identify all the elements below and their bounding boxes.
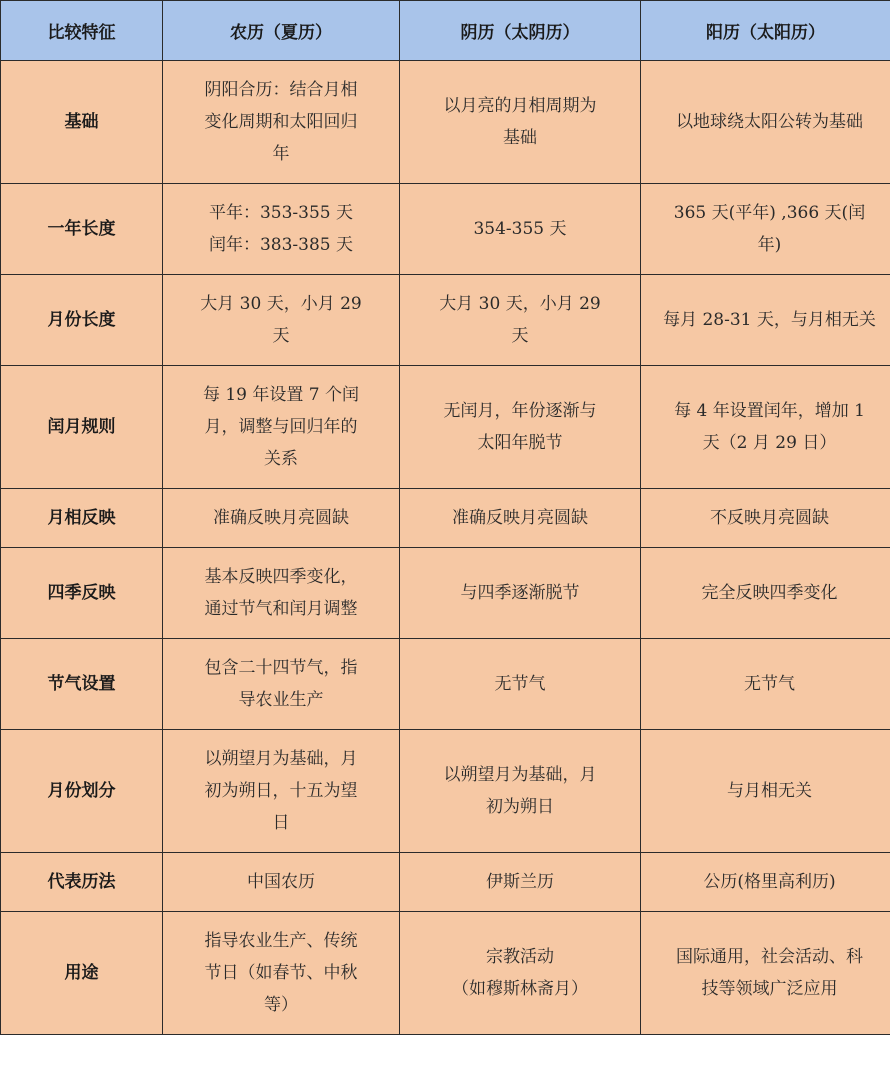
- cell-line: 伊斯兰历: [486, 872, 554, 892]
- cell-lunisolar: [163, 853, 400, 912]
- cell-line: 354-355 天: [473, 219, 567, 239]
- cell-line: 每 19 年设置 7 个闰: [202, 385, 360, 405]
- cell-line: 日: [272, 813, 290, 833]
- cell-line: （如穆斯林斋月）: [452, 979, 588, 999]
- table-row: [1, 853, 890, 912]
- cell-line: 完全反映四季变化: [701, 583, 838, 603]
- cell-line: 公历(格里高利历): [703, 872, 836, 892]
- row-feature: 月份划分: [1, 730, 163, 853]
- cell-line: 365 天(平年) ,366 天(闰: [673, 203, 866, 223]
- cell-line: 不反映月亮圆缺: [710, 508, 829, 528]
- cell-lunar: [400, 61, 641, 184]
- table-row: [1, 275, 890, 366]
- table-row: [1, 489, 890, 548]
- row-feature: 用途: [1, 912, 163, 1035]
- cell-solar: [641, 275, 890, 366]
- cell-line: 以月亮的月相周期为: [443, 96, 597, 116]
- row-feature: 闰月规则: [1, 366, 163, 489]
- cell-line: 导农业生产: [238, 690, 324, 710]
- cell-lunisolar: [163, 730, 400, 853]
- cell-line: 以朔望月为基础，月: [443, 765, 597, 785]
- row-feature: 月份长度: [1, 275, 163, 366]
- table-row: [1, 366, 890, 489]
- row-feature: 四季反映: [1, 548, 163, 639]
- cell-line: 无闰月，年份逐渐与: [443, 401, 597, 421]
- table-row: [1, 912, 890, 1035]
- cell-line: 关系: [264, 449, 298, 469]
- cell-lunisolar: [163, 912, 400, 1035]
- cell-lunisolar: [163, 184, 400, 275]
- cell-line: 天: [272, 326, 290, 346]
- cell-line: 无节气: [744, 674, 795, 694]
- header-row: [1, 1, 890, 61]
- table-row: [1, 184, 890, 275]
- cell-lunisolar: [163, 489, 400, 548]
- cell-line: 准确反映月亮圆缺: [213, 508, 349, 528]
- cell-solar: [641, 184, 890, 275]
- cell-line: 每月 28-31 天，与月相无关: [663, 310, 876, 330]
- cell-line: 与四季逐渐脱节: [460, 583, 580, 603]
- row-feature: 一年长度: [1, 184, 163, 275]
- cell-solar: [641, 366, 890, 489]
- cell-line: 太阳年脱节: [477, 433, 563, 453]
- header-solar: 阳历（太阳历）: [641, 1, 890, 61]
- cell-line: 无节气: [494, 674, 546, 694]
- header-lunisolar: 农历（夏历）: [163, 1, 400, 61]
- cell-line: 节日（如春节、中秋: [204, 963, 358, 983]
- cell-lunisolar: [163, 61, 400, 184]
- cell-line: 基本反映四季变化，: [204, 567, 358, 587]
- table-row: [1, 548, 890, 639]
- cell-lunisolar: [163, 275, 400, 366]
- cell-line: 变化周期和太阳回归: [204, 112, 358, 132]
- cell-line: 天（2 月 29 日）: [702, 433, 837, 453]
- cell-line: 初为朔日: [486, 797, 554, 817]
- cell-line: 中国农历: [247, 872, 315, 892]
- cell-lunisolar: [163, 548, 400, 639]
- row-feature: 月相反映: [1, 489, 163, 548]
- cell-solar: [641, 61, 890, 184]
- cell-lunar: [400, 275, 641, 366]
- cell-line: 等）: [264, 995, 298, 1015]
- cell-line: 阴阳合历：结合月相: [204, 80, 358, 100]
- cell-line: 天: [511, 326, 529, 346]
- cell-lunisolar: [163, 366, 400, 489]
- cell-line: 技等领域广泛应用: [701, 979, 838, 999]
- header-feature: 比较特征: [1, 1, 163, 61]
- cell-solar: [641, 912, 890, 1035]
- cell-line: 大月 30 天，小月 29: [439, 294, 601, 314]
- cell-line: 基础: [503, 128, 537, 148]
- cell-line: 初为朔日，十五为望: [204, 781, 358, 801]
- cell-line: 闰年：383-385 天: [208, 235, 354, 255]
- cell-line: 大月 30 天，小月 29: [200, 294, 362, 314]
- header-lunar: 阴历（太阴历）: [400, 1, 641, 61]
- cell-solar: [641, 489, 890, 548]
- cell-line: 宗教活动: [486, 947, 554, 967]
- cell-line: 平年：353-355 天: [208, 203, 354, 223]
- cell-lunar: [400, 639, 641, 730]
- cell-line: 年): [757, 235, 782, 255]
- cell-line: 包含二十四节气，指: [204, 658, 358, 678]
- cell-solar: [641, 548, 890, 639]
- cell-solar: [641, 639, 890, 730]
- cell-line: 年: [272, 144, 290, 164]
- row-feature: 节气设置: [1, 639, 163, 730]
- cell-lunar: [400, 489, 641, 548]
- cell-line: 国际通用，社会活动、科: [676, 947, 863, 967]
- cell-solar: [641, 853, 890, 912]
- cell-lunar: [400, 853, 641, 912]
- cell-lunar: [400, 548, 641, 639]
- cell-lunar: [400, 730, 641, 853]
- cell-line: 与月相无关: [727, 781, 812, 801]
- cell-lunar: [400, 912, 641, 1035]
- cell-line: 月，调整与回归年的: [204, 417, 358, 437]
- table-row: [1, 639, 890, 730]
- cell-line: 以地球绕太阳公转为基础: [676, 112, 863, 132]
- cell-line: 指导农业生产、传统: [204, 931, 358, 951]
- cell-line: 通过节气和闰月调整: [204, 599, 358, 619]
- table-row: [1, 61, 890, 184]
- row-feature: 代表历法: [1, 853, 163, 912]
- cell-lunar: [400, 184, 641, 275]
- cell-line: 准确反映月亮圆缺: [452, 508, 588, 528]
- table-row: [1, 730, 890, 853]
- cell-lunar: [400, 366, 641, 489]
- cell-line: 每 4 年设置闰年，增加 1: [674, 401, 865, 421]
- cell-lunisolar: [163, 639, 400, 730]
- cell-line: 以朔望月为基础，月: [204, 749, 358, 769]
- cell-solar: [641, 730, 890, 853]
- row-feature: 基础: [1, 61, 163, 184]
